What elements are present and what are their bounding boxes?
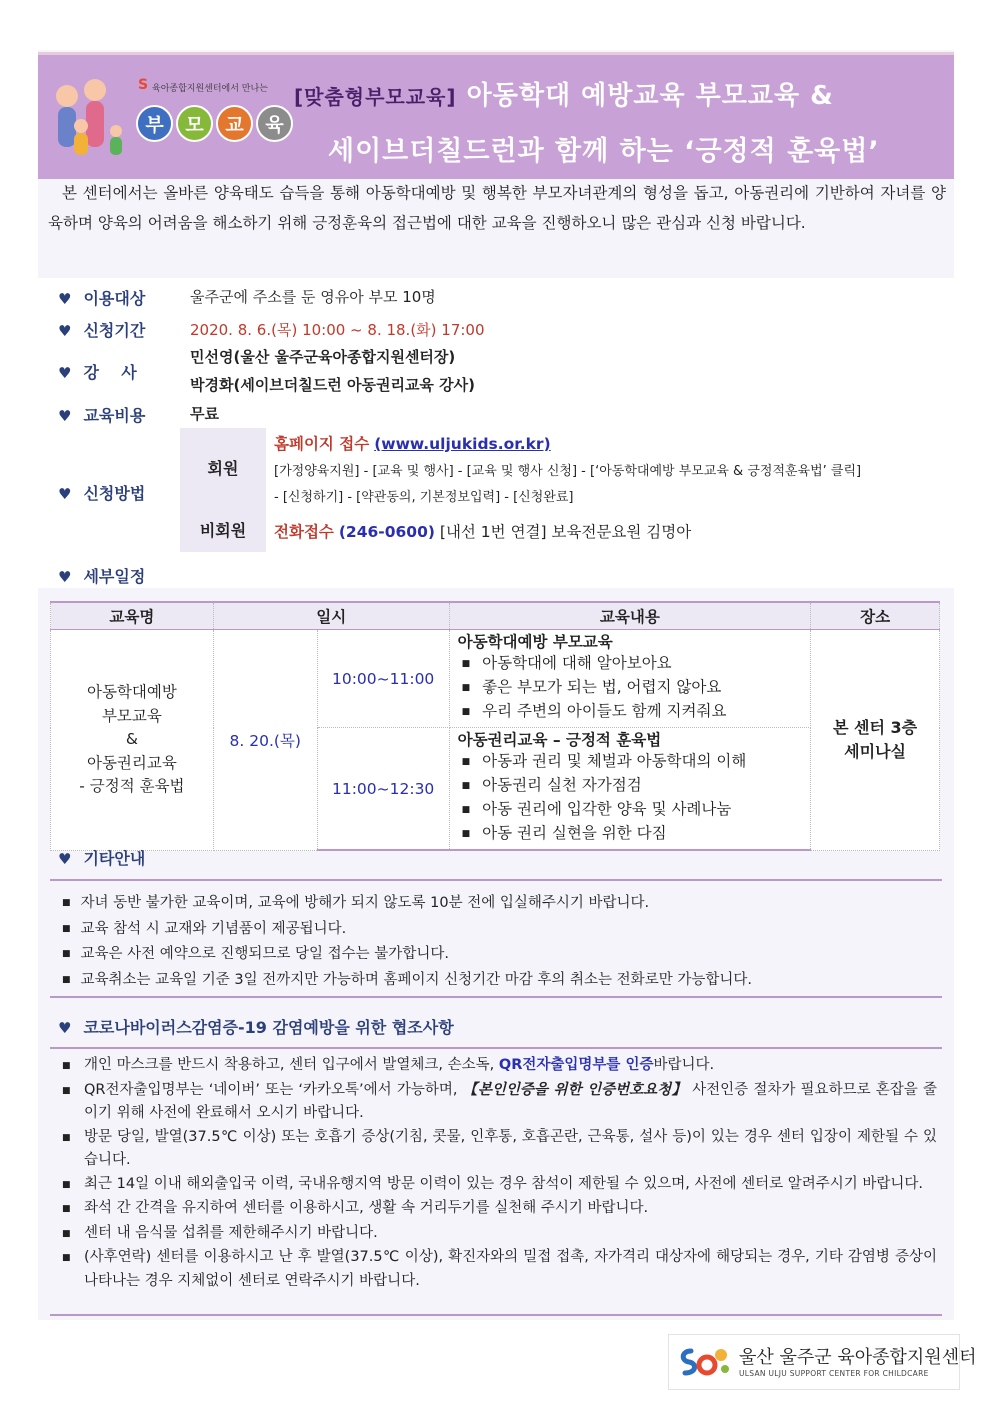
header-name: 교육명 — [51, 602, 214, 630]
divider — [50, 996, 942, 998]
footer-logo-box — [668, 1334, 977, 1390]
title-main: 아동학대 예방교육 부모교육 & — [466, 81, 834, 111]
list-item: ■ (사후연락) 센터를 이용하시고 난 후 발열(37.5℃ 이상), 확진자와의 밀접 접촉, 자가격리 대상자에 해당되는 경우, 기타 감염병 증상이 나타나는 경우 지체없이 센터로 연락주시기 바랍니다. — [62, 1249, 937, 1289]
header-content: 교육내용 — [449, 602, 811, 630]
member-homepage — [274, 432, 551, 454]
heart-icon: ♥ — [58, 322, 72, 340]
title-line-1 — [294, 75, 834, 112]
list-item: ■ 아동학대에 대해 알아보아요 — [458, 653, 803, 677]
parent-body-icon — [86, 101, 104, 147]
covid-title: ♥ 코로나바이러스감염증-19 감염예방을 위한 협조사항 — [58, 1018, 454, 1037]
member-steps-1: [가정양육지원] - [교육 및 행사] - [교육 및 행사 신청] - [‘아동학대예방 부모교육 & 긍정적훈육법’ 클릭] — [274, 464, 862, 479]
session-time: 11:00~12:30 — [317, 728, 449, 851]
logo-caption: 육아종합지원센터에서 만나는 — [152, 84, 268, 94]
heart-icon: ♥ — [58, 364, 72, 382]
homepage-register-text: 홈페이지 접수 — [274, 435, 370, 453]
schedule-table — [50, 601, 940, 851]
divider — [50, 1047, 942, 1049]
list-item: ■ 좋은 부모가 되는 법, 어렵지 않아요 — [458, 677, 803, 701]
header-place: 장소 — [811, 602, 940, 630]
target-label: ♥ 이용대상 — [58, 289, 146, 308]
list-item: ■ 교육취소는 교육일 기준 3일 전까지만 가능하며 홈페이지 신청기간 마감 후의 취소는 전화로만 가능합니다. — [62, 969, 937, 995]
child-body-icon — [110, 137, 122, 155]
list-item: ■ 좌석 간 간격을 유지하여 센터를 이용하시고, 생활 속 거리두기를 실천해 주시기 바랍니다. — [62, 1200, 649, 1216]
course-date: 8. 20.(목) — [213, 630, 317, 851]
course-name: 아동학대예방 부모교육 & 아동권리교육 - 긍정적 훈육법 — [51, 630, 214, 851]
lecturer-2: 박경화(세이브더칠드런 아동권리교육 강사) — [190, 376, 475, 394]
logo-bubble: 교 — [216, 105, 253, 142]
covid-list — [62, 1054, 937, 1293]
heart-icon: ♥ — [58, 850, 72, 868]
list-item: ■ 우리 주변의 아이들도 함께 지켜줘요 — [458, 701, 803, 725]
child-figure-icon — [110, 125, 122, 137]
child-figure-icon — [74, 119, 88, 133]
schedule-label: ♥ 세부일정 — [58, 567, 146, 586]
heart-icon: ♥ — [58, 485, 72, 503]
method-label: ♥ 신청방법 — [58, 484, 146, 503]
session-content — [449, 728, 811, 851]
heart-icon: ♥ — [58, 568, 72, 586]
logo-bubble: 육 — [256, 105, 293, 142]
footer-center-name-en: ULSAN ULJU SUPPORT CENTER FOR CHILDCARE — [739, 1369, 929, 1378]
target-value: 울주군에 주소를 둔 영유아 부모 10명 — [190, 288, 436, 306]
center-logo-icon: S — [138, 77, 149, 93]
heart-icon: ♥ — [58, 407, 72, 425]
list-item: ■ QR전자출입명부는 ‘네이버’ 또는 ‘카카오톡’에서 가능하며, 【본인인증을 위한 인증번호요청】 사전인증 절차가 필요하므로 혼잡을 줄이기 위해 사전에 완료해서 오시기 바랍니다. — [62, 1081, 938, 1121]
member-label: 회원 — [180, 428, 266, 506]
intro-paragraph: 본 센터에서는 올바른 양육태도 습득을 통해 아동학대예방 및 행복한 부모자녀관계의 형성을 돕고, 아동권리에 기반하여 자녀를 양육하며 양육의 어려움을 해소하기 위해 긍정훈육의 접근법에 대한 교육을 진행하오니 많은 관심과 신청 바랍니다. — [48, 184, 946, 232]
divider — [50, 1314, 942, 1316]
header-datetime: 일시 — [213, 602, 449, 630]
divider — [50, 879, 942, 881]
fee-value: 무료 — [190, 405, 219, 423]
title-line-2: 세이브더칠드런과 함께 하는 ‘긍정적 훈육법’ — [328, 136, 880, 167]
period-value: 2020. 8. 6.(목) 10:00 ~ 8. 18.(화) 17:00 — [190, 321, 485, 339]
homepage-link[interactable]: (www.uljukids.or.kr) — [374, 435, 551, 453]
etc-title: ♥ 기타안내 — [58, 849, 146, 868]
nonmember-phone — [274, 520, 691, 542]
fee-label: ♥ 교육비용 — [58, 406, 146, 425]
list-item: ■ 센터 내 음식물 섭취를 제한해주시기 바랍니다. — [62, 1224, 378, 1241]
nonmember-label: 비회원 — [180, 506, 266, 552]
phone-register-text: 전화접수 — [274, 523, 334, 541]
session-time: 10:00~11:00 — [317, 630, 449, 728]
list-item: ■ 교육 참석 시 교재와 기념품이 제공됩니다. — [62, 918, 937, 944]
etc-list — [62, 892, 937, 994]
period-label: ♥ 신청기간 — [58, 321, 146, 340]
logo-bubble: 모 — [176, 105, 213, 142]
logo-bubble: 부 — [136, 105, 173, 142]
phone-extension: [내선 1번 연결] 보육전문요원 김명아 — [439, 523, 692, 541]
list-item: ■ 교육은 사전 예약으로 진행되므로 당일 접수는 불가합니다. — [62, 943, 937, 969]
list-item: ■ 자녀 동반 불가한 교육이며, 교육에 방해가 되지 않도록 10분 전에 입실해주시기 바랍니다. — [62, 892, 937, 918]
parent-figure-icon — [56, 85, 78, 107]
parent-figure-icon — [84, 79, 106, 101]
list-item: ■ 개인 마스크를 반드시 착용하고, 센터 입구에서 발열체크, 손소독, QR전자출입명부를 인증바랍니다. — [62, 1057, 715, 1073]
title-tag: [맞춤형부모교육] — [294, 85, 457, 109]
footer-center-name: 울산 울주군 육아종합지원센터 — [739, 1347, 977, 1368]
list-item: ■ 최근 14일 이내 해외출입국 이력, 국내유행지역 방문 이력이 있는 경우 참석이 제한될 수 있으며, 사전에 센터로 알려주시기 바랍니다. — [62, 1175, 923, 1192]
list-item: ■ 아동과 권리 및 체벌과 아동학대의 이해 — [458, 751, 803, 775]
logo-bubbles — [136, 105, 293, 142]
lecturer-1: 민선영(울산 울주군육아종합지원센터장) — [190, 348, 456, 366]
phone-number: (246-0600) — [338, 523, 435, 541]
list-item: ■ 아동권리 실천 자가점검 — [458, 775, 803, 799]
session-title: 아동권리교육 – 긍정적 훈육법 — [457, 731, 662, 749]
child-body-icon — [74, 133, 88, 155]
list-item: ■ 방문 당일, 발열(37.5℃ 이상) 또는 호흡기 증상(기침, 콧물, 인후통, 호흡곤란, 근육통, 설사 등)이 있는 경우 센터 입장이 제한될 수 있습니다. — [62, 1128, 937, 1168]
list-item: ■ 아동 권리 실현을 위한 다짐 — [458, 823, 803, 847]
heart-icon: ♥ — [58, 1019, 72, 1037]
title-banner — [38, 52, 954, 179]
member-steps-2: - [신청하기] - [약관동의, 기본정보입력] - [신청완료] — [274, 490, 574, 505]
list-item: ■ 아동 권리에 입각한 양육 및 사례나눔 — [458, 799, 803, 823]
program-logo — [56, 75, 284, 163]
center-logo-icon — [677, 1345, 731, 1379]
course-place: 본 센터 3층 세미나실 — [811, 630, 940, 851]
session-title: 아동학대예방 부모교육 — [457, 633, 613, 651]
heart-icon: ♥ — [58, 290, 72, 308]
session-content — [449, 630, 811, 728]
lecturer-label: ♥ 강 사 — [58, 363, 137, 382]
